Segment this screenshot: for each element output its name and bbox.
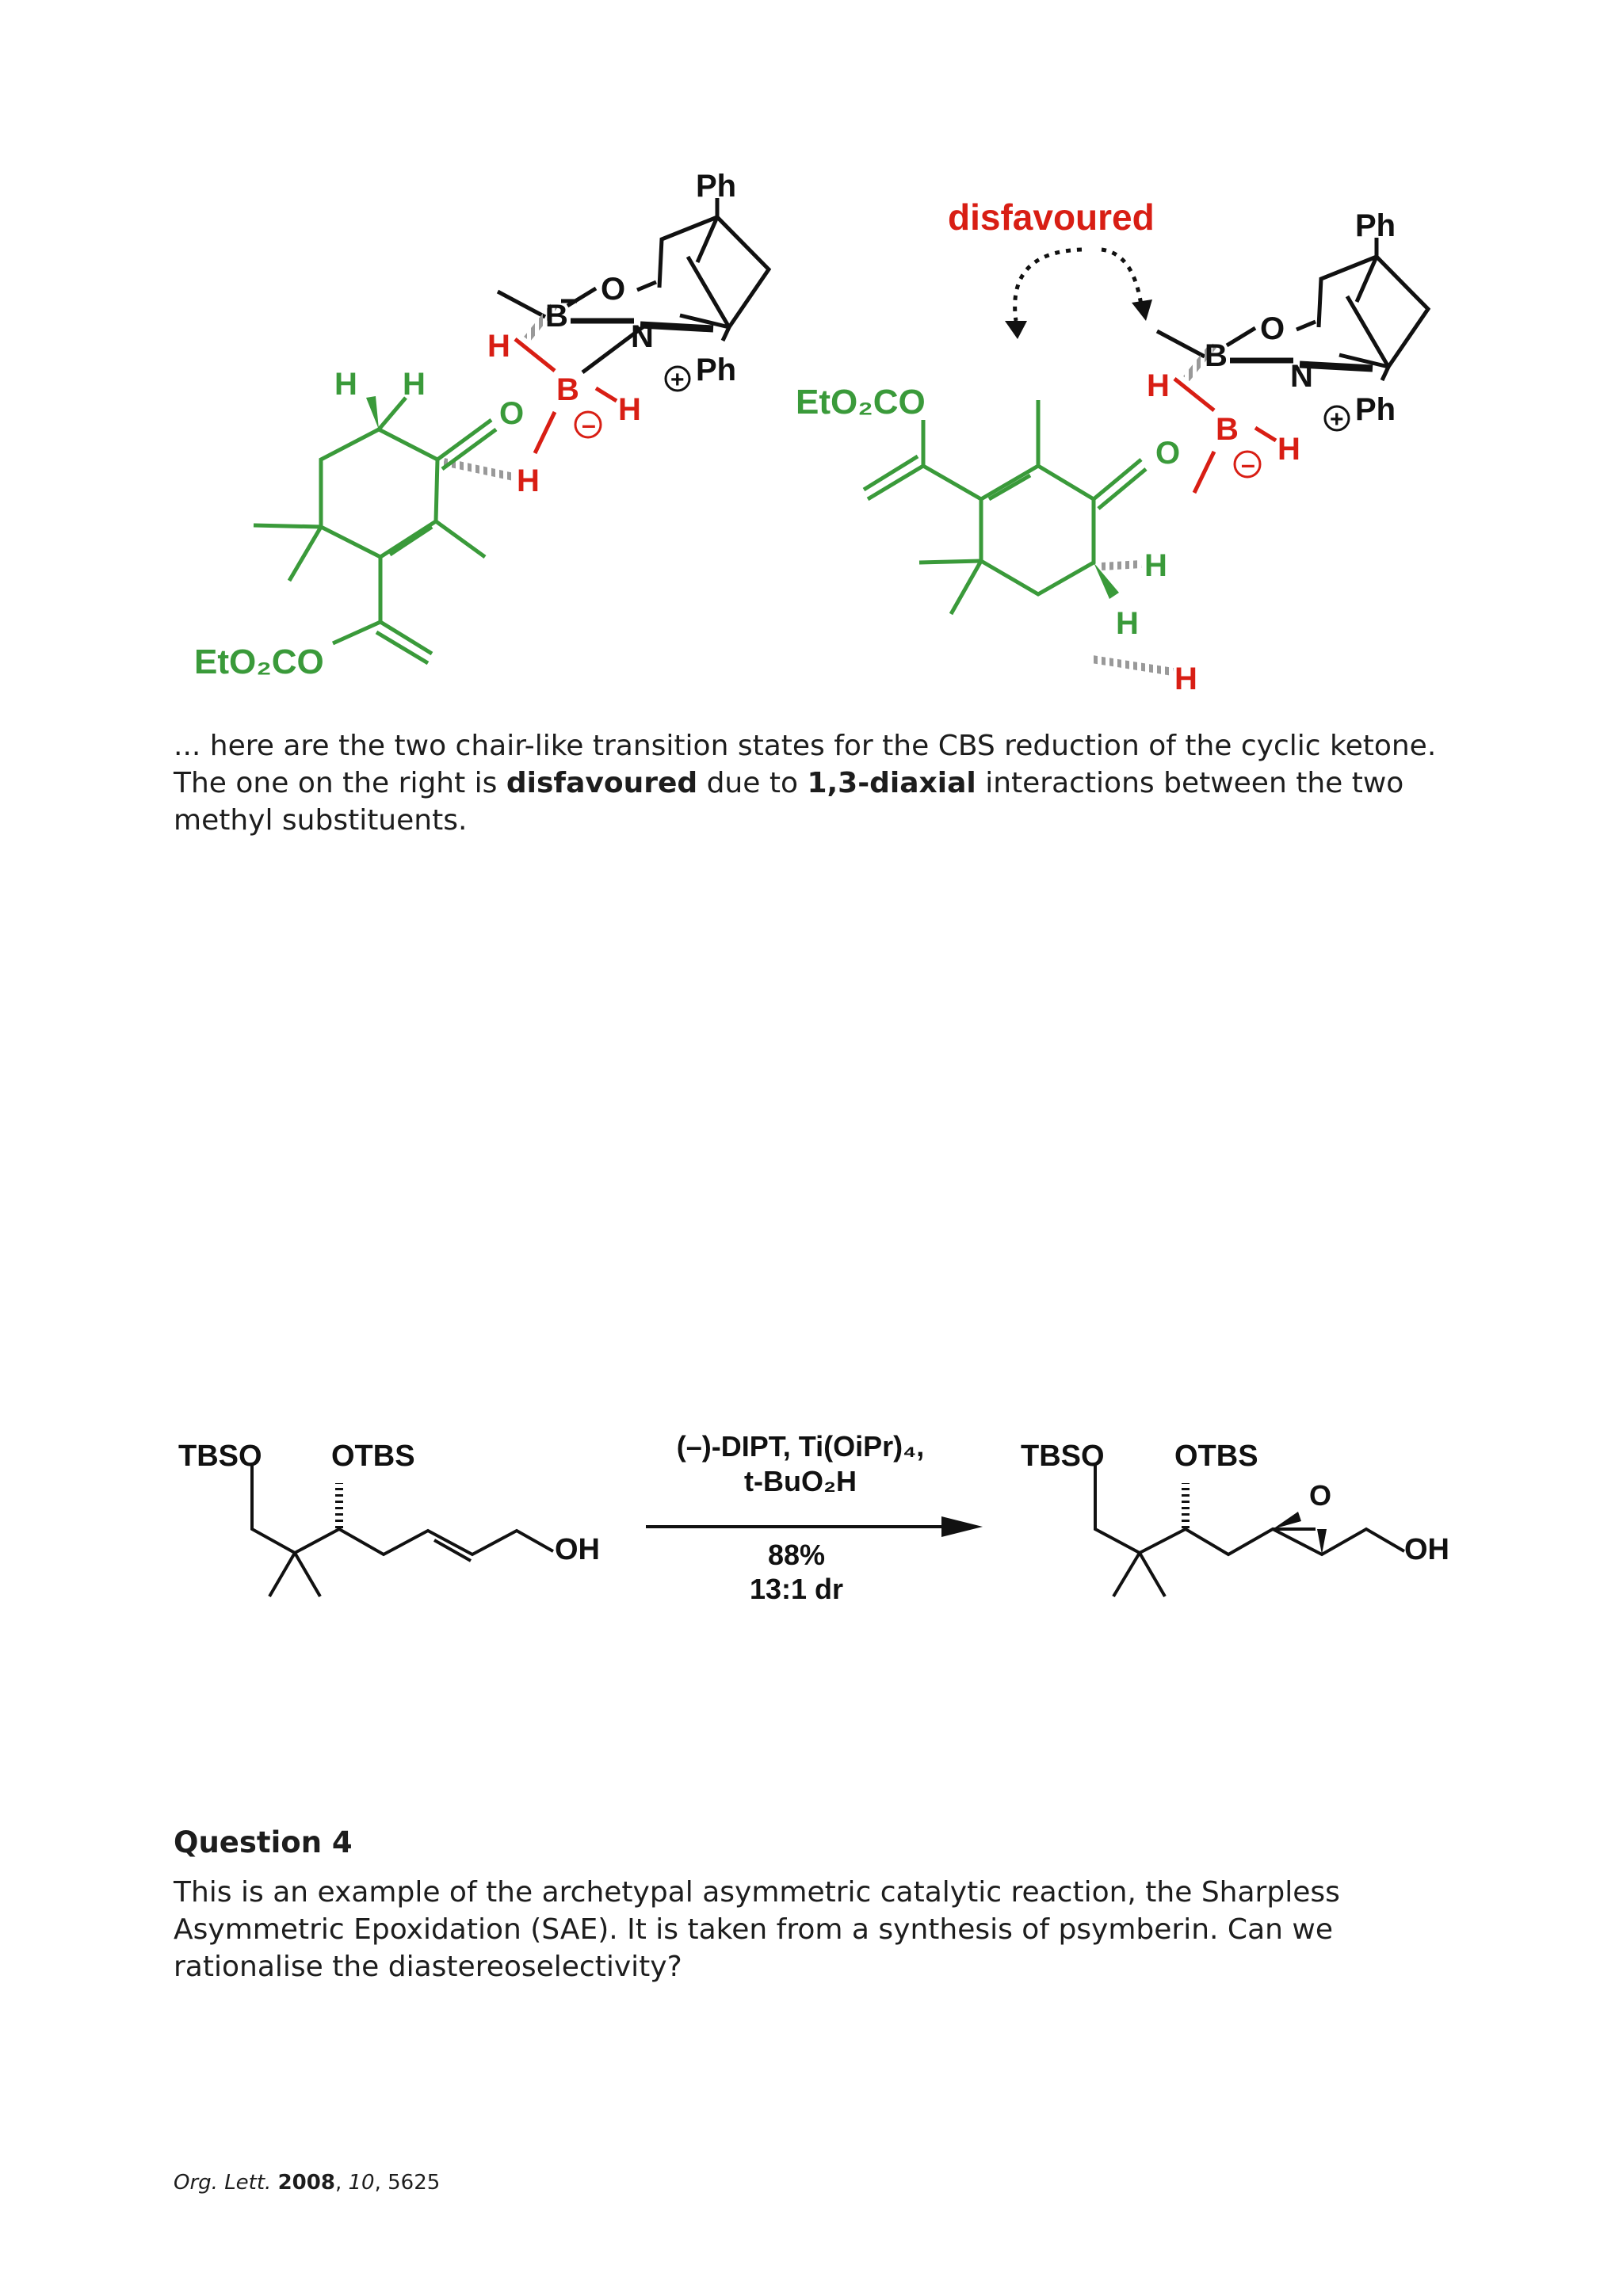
minus-sign: – (1241, 450, 1255, 479)
carbonyl-oxygen-label: O (499, 396, 525, 431)
hash-bond-ring-h (1102, 564, 1141, 566)
otbs-label: OTBS (1174, 1440, 1258, 1473)
oxygen-label: O (1260, 311, 1285, 346)
caption-text: due to (697, 767, 808, 799)
dotted-arrow-right (1102, 250, 1141, 305)
hydroxyl-label: OH (555, 1533, 600, 1566)
ph-label: Ph (696, 169, 737, 204)
disfavoured-transition-state (796, 196, 1428, 696)
sharpless-epoxidation-scheme (0, 1418, 1623, 1656)
hydride-label: H (1147, 368, 1170, 403)
hydride-label: H (1277, 432, 1300, 467)
citation-page: 5625 (388, 2171, 441, 2195)
caption-text: interactions between the two methyl substituents. (174, 767, 1404, 837)
plus-sign: + (1330, 406, 1344, 433)
wedge-bond-left (366, 396, 379, 429)
hash-bond-hydride-left (444, 462, 514, 477)
hydride-label: H (618, 392, 641, 427)
question-body: This is an example of the archetypal asymmetric catalytic reaction, the Sharpless Asymmetric Epoxidation (SAE). It is taken from a synthesis of psymberin. Can we rationalise the diastereoselectivity? (174, 1876, 1340, 1983)
wedge-bond-epoxide (1273, 1512, 1301, 1529)
citation-journal: Org. Lett. (174, 2171, 272, 2195)
ph-label: Ph (1355, 392, 1396, 427)
ring-h-label: H (1144, 548, 1167, 583)
starting-material (178, 1440, 600, 1596)
caption-bold-disfavoured: disfavoured (506, 767, 698, 799)
transition-state-caption (174, 727, 1473, 839)
disfavoured-label: disfavoured (948, 196, 1155, 238)
ring-h-label: H (334, 367, 357, 402)
ring-h-label: H (403, 367, 426, 402)
transferring-hydride-label: H (1174, 662, 1197, 696)
reagent-line-1: (–)-DIPT, Ti(OiPr)₄, (676, 1430, 925, 1463)
ring-h-label: H (1116, 606, 1139, 641)
caption-bold-diaxial: 1,3-diaxial (807, 767, 976, 799)
ester-group-label: EtO₂CO (194, 643, 324, 681)
cyclohexenone-left (254, 420, 496, 663)
transferring-hydride-label: H (517, 463, 540, 498)
h-bond-left (379, 398, 406, 429)
tbso-label: TBSO (1021, 1440, 1105, 1473)
cbs-transition-states-scheme (0, 158, 1623, 713)
otbs-label: OTBS (331, 1440, 415, 1473)
nitrogen-label: N (631, 319, 654, 354)
citation-volume: 10 (348, 2171, 375, 2195)
ph-label: Ph (1355, 208, 1396, 243)
hydride-label: H (487, 329, 510, 364)
epoxide-product (1021, 1440, 1449, 1596)
hydroxyl-label: OH (1404, 1533, 1449, 1566)
oxygen-label: O (601, 272, 626, 307)
tbso-label: TBSO (178, 1440, 262, 1473)
dr-label: 13:1 dr (749, 1573, 844, 1605)
borohydride-boron-label: B (556, 372, 579, 407)
boron-label: B (1205, 338, 1228, 373)
hash-bond-hydride-right (1092, 659, 1173, 672)
ester-group-label: EtO₂CO (796, 383, 926, 421)
borohydride-boron-label: B (1216, 412, 1239, 447)
ph-label: Ph (696, 353, 737, 387)
carbonyl-oxygen-label: O (1155, 436, 1181, 471)
wedge-bond-epoxide (1317, 1529, 1327, 1554)
minus-sign: – (582, 410, 596, 439)
citation-year: 2008 (277, 2171, 335, 2195)
nitrogen-label: N (1290, 359, 1313, 394)
citation: Org. Lett. 2008, 10, 5625 (174, 2171, 441, 2195)
arrowhead-icon (1005, 321, 1027, 339)
arrowhead-icon (1132, 299, 1152, 321)
boron-label: B (545, 299, 568, 334)
arrowhead-icon (941, 1516, 983, 1537)
epoxide-oxygen-label: O (1309, 1479, 1332, 1512)
caption-text: ... here are the two chair-like transition states for the CBS reduction of the cyclic ketone. The one on the right is (174, 730, 1437, 799)
question-heading: Question 4 (174, 1825, 353, 1859)
favoured-transition-state (194, 169, 769, 681)
reagent-line-2: t-BuO₂H (744, 1465, 857, 1497)
yield-label: 88% (767, 1539, 826, 1571)
dotted-arrow-left (1015, 250, 1082, 321)
plus-sign: + (670, 367, 685, 393)
